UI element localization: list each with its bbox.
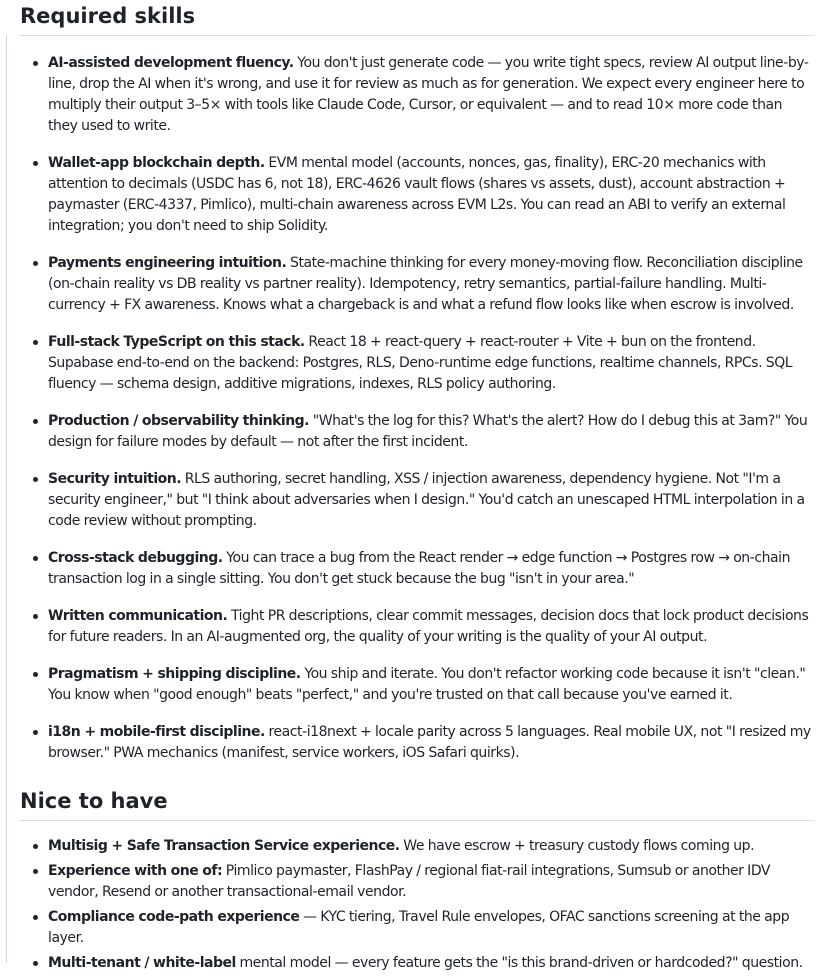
item-text: You don't just generate code — you write tight specs, review AI output line-by-line, drop the AI when it's wrong, and use it for review as much as for generation. We expect every engineer here to multiply their output 3–5× with tools like Claude Code, Cursor, or equivalent — and to read 10× more code than they used to write. xyxy=(48,55,809,134)
list-item xyxy=(20,253,815,316)
list-item xyxy=(20,953,815,974)
item-text: You ship and iterate. You don't refactor working code because it isn't "clean." You know when "good enough" beats "perfect," and you're trusted on that call because you've earned it. xyxy=(48,666,806,703)
item-title: Wallet-app blockchain depth. xyxy=(48,155,265,171)
list-item xyxy=(20,469,815,532)
list-item xyxy=(20,722,815,764)
item-title: Multisig + Safe Transaction Service experience. xyxy=(48,838,400,854)
item-text: You can trace a bug from the React render → edge function → Postgres row → on-chain transaction log in a single sitting. You don't get stuck because the bug "isn't in your area." xyxy=(48,550,790,587)
heading-divider xyxy=(20,35,815,36)
item-title: Pragmatism + shipping discipline. xyxy=(48,666,301,682)
list-item xyxy=(20,548,815,590)
item-title: Security intuition. xyxy=(48,471,182,487)
item-title: i18n + mobile-first discipline. xyxy=(48,724,265,740)
list-item xyxy=(20,861,815,903)
item-title: Cross-stack debugging. xyxy=(48,550,223,566)
item-text: — KYC tiering, Travel Rule envelopes, OFAC sanctions screening at the app layer. xyxy=(48,909,790,946)
item-text: "What's the log for this? What's the alert? How do I debug this at 3am?" You design for failure modes by default — not after the first incident. xyxy=(48,413,808,450)
item-title: Experience with one of: xyxy=(48,863,223,879)
list-item xyxy=(20,664,815,706)
nice-to-have-heading: Nice to have xyxy=(20,789,168,813)
item-text: react-i18next + locale parity across 5 languages. Real mobile UX, not "I resized my browser." PWA mechanics (manifest, service workers, iOS Safari quirks). xyxy=(48,724,811,761)
item-title: Multi-tenant / white-label xyxy=(48,955,236,971)
item-text: mental model — every feature gets the "is this brand-driven or hardcoded?" question. xyxy=(235,955,803,971)
item-text: RLS authoring, secret handling, XSS / injection awareness, dependency hygiene. Not "I'm a security engineer," but "I think about adversaries when I design." You'd catch an unescaped HTML interpolation in a code review without prompting. xyxy=(48,471,805,529)
item-title: Written communication. xyxy=(48,608,228,624)
nice-to-have-list xyxy=(20,836,815,978)
required-skills-list xyxy=(20,53,815,780)
list-item xyxy=(20,606,815,648)
heading-divider xyxy=(20,820,815,821)
item-text: We have escrow + treasury custody flows coming up. xyxy=(399,838,755,854)
list-item xyxy=(20,836,815,857)
item-title: Payments engineering intuition. xyxy=(48,255,287,271)
item-title: Production / observability thinking. xyxy=(48,413,310,429)
list-item xyxy=(20,153,815,237)
item-title: AI-assisted development fluency. xyxy=(48,55,294,71)
left-border xyxy=(6,35,7,963)
required-skills-heading: Required skills xyxy=(20,4,196,28)
item-text: State-machine thinking for every money-moving flow. Reconciliation discipline (on-chain reality vs DB reality vs partner reality). Idempotency, retry semantics, partial-failure handling. Multi-currency + FX awareness. Knows what a chargeback is and what a refund flow looks like when escrow is involved. xyxy=(48,255,803,313)
item-title: Compliance code-path experience xyxy=(48,909,300,925)
list-item xyxy=(20,53,815,137)
item-text: Pimlico paymaster, FlashPay / regional fiat-rail integrations, Sumsub or another IDV vendor, Resend or another transactional-email vendor. xyxy=(48,863,771,900)
item-text: Tight PR descriptions, clear commit messages, decision docs that lock product decisions for future readers. In an AI-augmented org, the quality of your writing is the quality of your AI output. xyxy=(48,608,809,645)
list-item xyxy=(20,411,815,453)
list-item xyxy=(20,332,815,395)
item-text: EVM mental model (accounts, nonces, gas, finality), ERC-20 mechanics with attention to decimals (USDC has 6, not 18), ERC-4626 vault flows (shares vs assets, dust), account abstraction + paymaster (ERC-4337, Pimlico), multi-chain awareness across EVM L2s. You can read an ABI to verify an external integration; you don't need to ship Solidity. xyxy=(48,155,786,234)
item-text: React 18 + react-query + react-router + Vite + bun on the frontend. Supabase end-to-end on the backend: Postgres, RLS, Deno-runtime edge functions, realtime channels, RPCs. SQL fluency — schema design, additive migrations, indexes, RLS policy authoring. xyxy=(48,334,793,392)
list-item xyxy=(20,907,815,949)
item-title: Full-stack TypeScript on this stack. xyxy=(48,334,305,350)
